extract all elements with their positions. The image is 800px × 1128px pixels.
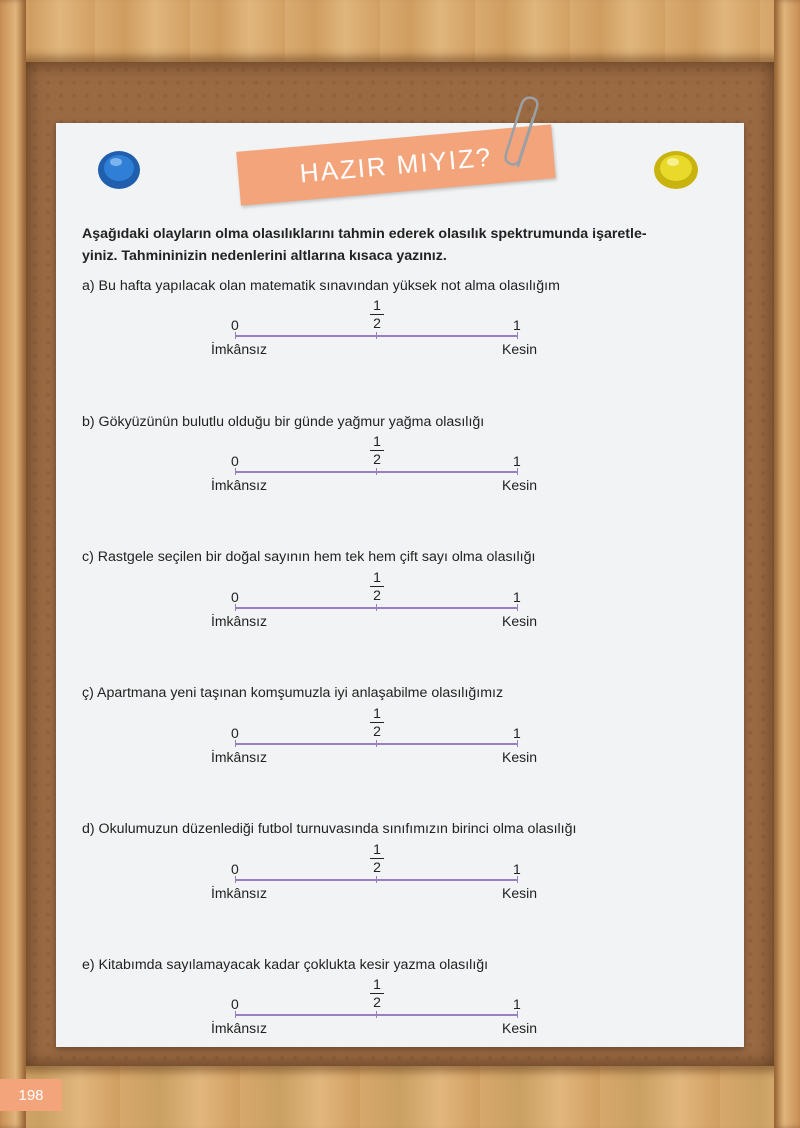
half-numerator: 1 [373,569,381,585]
half-denominator: 2 [373,587,381,603]
label-half [369,434,385,467]
label-certain: Kesin [502,885,538,901]
label-zero: 0 [231,996,239,1012]
tick-zero [235,332,236,339]
label-impossible: İmkânsız [211,1020,268,1036]
label-half [369,842,385,875]
label-zero: 0 [231,589,239,605]
question-a: a) Bu hafta yapılacak olan matematik sınavından yüksek not alma olasılığım [82,278,560,294]
frame-top-bar [0,0,800,62]
label-impossible: İmkânsız [211,613,268,629]
half-numerator: 1 [373,433,381,449]
label-certain: Kesin [502,477,538,493]
tick-half [376,876,377,883]
label-zero: 0 [231,317,239,333]
tick-one [517,604,518,611]
instruction-line-2: yiniz. Tahmininizin nedenlerini altlarına kısaca yazınız. [82,248,447,264]
label-certain: Kesin [502,749,538,765]
half-denominator: 2 [373,723,381,739]
question-b: b) Gökyüzünün bulutlu olduğu bir günde yağmur yağma olasılığı [82,414,485,430]
tick-one [517,468,518,475]
label-impossible: İmkânsız [211,749,268,765]
tick-one [517,876,518,883]
page-number: 198 [0,1079,62,1111]
tick-half [376,1011,377,1018]
probability-spectrum-b[interactable] [205,433,555,509]
probability-spectrum-c-cedilla[interactable] [205,705,555,781]
question-c: c) Rastgele seçilen bir doğal sayının hem tek hem çift sayı olma olasılığı [82,549,536,565]
label-impossible: İmkânsız [211,341,268,357]
tick-one [517,332,518,339]
label-half [369,977,385,1010]
blue-pushpin-icon [96,148,142,192]
frame-right-bar [774,0,800,1128]
label-zero: 0 [231,725,239,741]
probability-spectrum-a[interactable] [205,297,555,373]
label-half [369,570,385,603]
half-numerator: 1 [373,705,381,721]
tick-one [517,1011,518,1018]
label-one: 1 [513,861,521,877]
probability-spectrum-e[interactable] [205,976,555,1052]
question-d: d) Okulumuzun düzenlediği futbol turnuvasında sınıfımızın birinci olma olasılığı [82,821,577,837]
tick-zero [235,604,236,611]
page-title: HAZIR MIYIZ? [298,141,494,188]
label-half [369,298,385,331]
tick-half [376,740,377,747]
half-denominator: 2 [373,994,381,1010]
half-numerator: 1 [373,976,381,992]
frame-bottom-bar [0,1066,800,1128]
label-one: 1 [513,453,521,469]
instruction-line-1: Aşağıdaki olayların olma olasılıklarını tahmin ederek olasılık spektrumunda işaretle- [82,226,647,242]
label-one: 1 [513,317,521,333]
probability-spectrum-d[interactable] [205,841,555,917]
yellow-pushpin-icon [652,148,700,192]
label-one: 1 [513,725,521,741]
tick-zero [235,876,236,883]
label-zero: 0 [231,453,239,469]
tick-half [376,468,377,475]
half-numerator: 1 [373,841,381,857]
half-denominator: 2 [373,315,381,331]
label-certain: Kesin [502,341,538,357]
probability-spectrum-c[interactable] [205,569,555,645]
half-denominator: 2 [373,451,381,467]
paperclip-icon [500,96,550,176]
label-one: 1 [513,589,521,605]
tick-half [376,332,377,339]
tick-zero [235,468,236,475]
question-e: e) Kitabımda sayılamayacak kadar çoklukta kesir yazma olasılığı [82,957,489,973]
question-c-cedilla: ç) Apartmana yeni taşınan komşumuzla iyi anlaşabilme olasılığımız [82,685,504,701]
tick-zero [235,740,236,747]
half-numerator: 1 [373,297,381,313]
label-certain: Kesin [502,1020,538,1036]
label-impossible: İmkânsız [211,885,268,901]
label-one: 1 [513,996,521,1012]
label-impossible: İmkânsız [211,477,268,493]
frame-left-bar [0,0,26,1128]
instruction-text [82,223,722,267]
tick-half [376,604,377,611]
label-half [369,706,385,739]
tick-one [517,740,518,747]
label-zero: 0 [231,861,239,877]
label-certain: Kesin [502,613,538,629]
half-denominator: 2 [373,859,381,875]
tick-zero [235,1011,236,1018]
